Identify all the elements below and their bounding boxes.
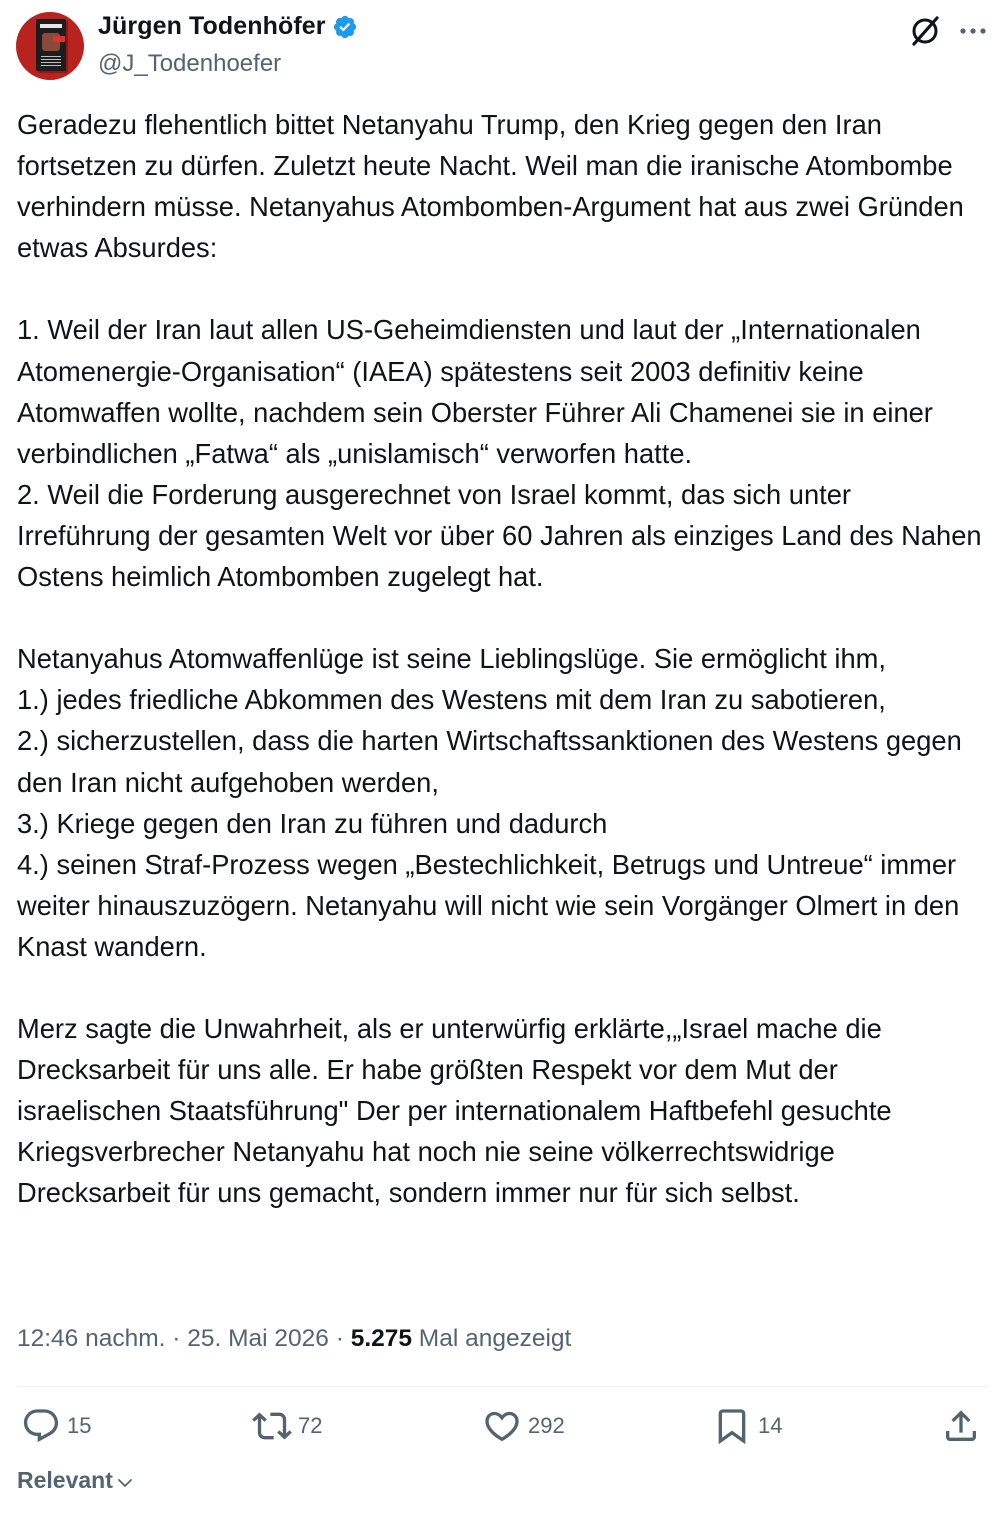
views-label: Mal angezeigt [412, 1325, 572, 1352]
repost-count: 72 [298, 1413, 323, 1438]
replies-sort-label: Relevant [17, 1467, 113, 1493]
reply-button[interactable] [21, 1406, 91, 1446]
bookmark-icon [712, 1406, 752, 1446]
like-count: 292 [528, 1413, 565, 1438]
divider [17, 1386, 989, 1387]
more-icon[interactable] [954, 12, 992, 50]
author-handle[interactable]: @J_Todenhoefer [98, 50, 282, 77]
chevron-down-icon [115, 1473, 135, 1493]
repost-icon [252, 1406, 292, 1446]
reply-count: 15 [67, 1413, 92, 1438]
verified-badge-icon[interactable] [332, 14, 358, 40]
bookmark-count: 14 [758, 1413, 783, 1438]
tweet-meta [17, 1325, 571, 1353]
reply-icon [21, 1406, 61, 1446]
views-count: 5.275 [350, 1325, 412, 1352]
share-icon [941, 1406, 981, 1446]
author-name[interactable]: Jürgen Todenhöfer [98, 12, 326, 40]
like-button[interactable] [482, 1406, 565, 1446]
meta-separator: · [328, 1325, 351, 1352]
avatar[interactable] [16, 12, 84, 80]
tweet-date[interactable]: 25. Mai 2026 [187, 1325, 329, 1352]
grok-icon[interactable] [906, 12, 944, 50]
share-button[interactable] [941, 1406, 981, 1446]
tweet-time[interactable]: 12:46 nachm. [17, 1325, 166, 1352]
author-name-row [98, 12, 358, 41]
repost-button[interactable] [252, 1406, 322, 1446]
avatar-book-image [36, 19, 66, 71]
replies-sort-dropdown[interactable] [17, 1467, 135, 1494]
bookmark-button[interactable] [712, 1406, 782, 1446]
meta-separator: · [165, 1325, 188, 1352]
heart-icon [482, 1406, 522, 1446]
tweet-text: Geradezu flehentlich bittet Netanyahu Trump, den Krieg gegen den Iran fortsetzen zu dürfen. Zuletzt heute Nacht. Weil man die iranische Atombombe verhindern müsse. Netanyahus Atombomben-Argument hat aus zwei Gründen etwas Absurdes: 1. Weil der Iran laut allen US-Geheimdiensten und laut der „Internationalen Atomenergie-Organisation“ (IAEA) spätestens seit 2003 definitiv keine Atomwaffen wollte, nachdem sein Oberster Führer Ali Chamenei sie in einer verbindlichen „Fatwa“ als „unislamisch“ verworfen hatte. 2. Weil die Forderung ausgerechnet von Israel kommt, das sich unter Irreführung der gesamten Welt vor über 60 Jahren als einziges Land des Nahen Ostens heimlich Atombomben zugelegt hat. Netanyahus Atomwaffenlüge ist seine Lieblingslüge. Sie ermöglicht ihm, 1.) jedes friedliche Abkommen des Westens mit dem Iran zu sabotieren, 2.) sicherzustellen, dass die harten Wirtschaftssanktionen des Westens gegen den Iran nicht aufgehoben werden, 3.) Kriege gegen den Iran zu führen und dadurch 4.) seinen Straf-Prozess wegen „Bestechlichkeit, Betrugs und Untreue“ immer weiter hinauszuzögern. Netanyahu will nicht wie sein Vorgänger Olmert in den Knast wandern. Merz sagte die Unwahrheit, als er unterwürfig erklärte,„Israel mache die Drecksarbeit für uns alle. Er habe größten Respekt vor dem Mut der israelischen Staatsführung" Der per internationalem Haftbefehl gesuchte Kriegsverbrecher Netanyahu hat noch nie seine völkerrechtswidrige Drecksarbeit für uns gemacht, sondern immer nur für sich selbst. [17, 109, 982, 1209]
